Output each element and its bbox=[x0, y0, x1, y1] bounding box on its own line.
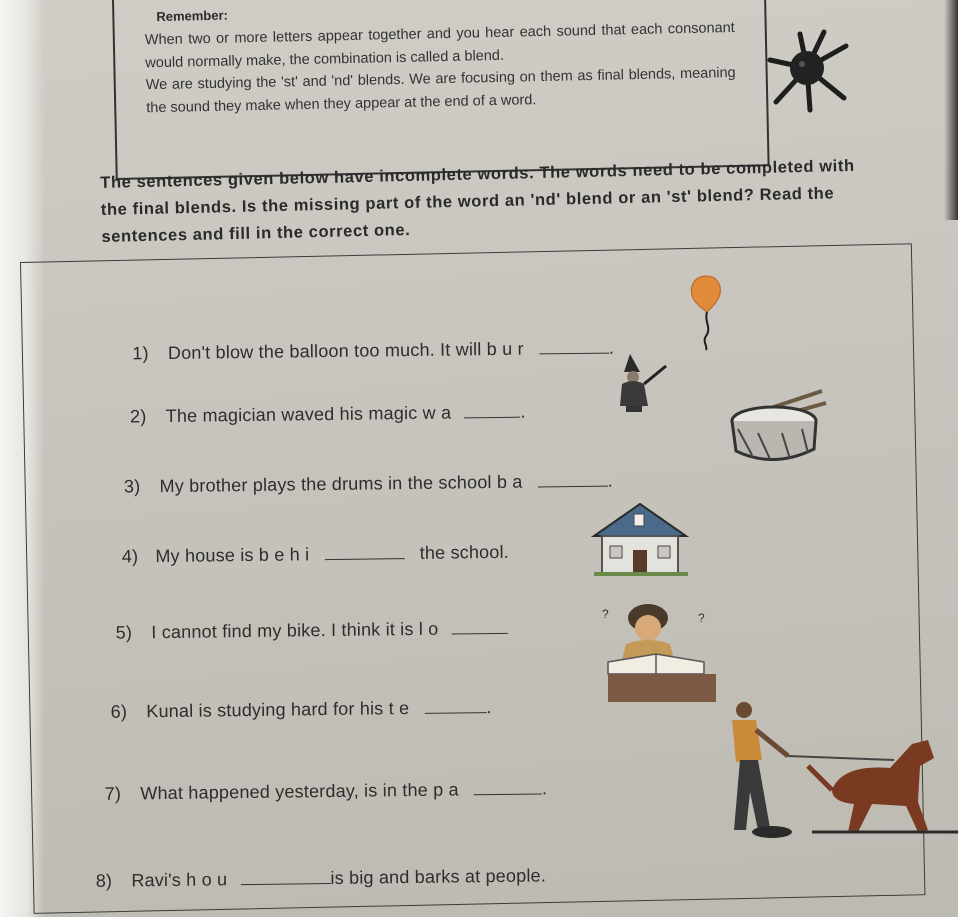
sentence-number: 1) bbox=[132, 343, 149, 364]
sentence-ending: . bbox=[608, 337, 615, 358]
sentence-ending: the school. bbox=[419, 541, 510, 563]
sentence-text: What happened yesterday, is in the p a bbox=[140, 779, 459, 804]
dog-walker-icon bbox=[722, 700, 958, 845]
sentence-1 bbox=[132, 338, 614, 365]
sentence-number: 5) bbox=[115, 622, 133, 643]
svg-text:?: ? bbox=[602, 607, 609, 621]
sentence-text: Ravi's h o u bbox=[131, 869, 228, 891]
sentence-text: My brother plays the drums in the school b a bbox=[159, 471, 523, 497]
remember-paragraph-2: We are studying the 'st' and 'nd' blends. We are focusing on them as final blends, meaning the sound they make when they appear at the end of a word. bbox=[145, 64, 736, 116]
sentence-ending: . bbox=[486, 697, 492, 718]
sentence-number: 6) bbox=[110, 701, 128, 722]
sentence-ending: is big and barks at people. bbox=[330, 865, 547, 889]
sentence-text: My house is b e h i bbox=[155, 544, 310, 567]
sentence-ending: . bbox=[541, 778, 548, 799]
sentence-text: Don't blow the balloon too much. It will b u r bbox=[167, 338, 524, 363]
sentence-3 bbox=[124, 471, 613, 498]
sentence-2 bbox=[130, 402, 526, 428]
balloon-icon bbox=[684, 272, 730, 352]
house-icon bbox=[590, 500, 690, 578]
sentence-text: I cannot find my bike. I think it is l o bbox=[151, 618, 439, 643]
answer-blank[interactable] bbox=[425, 712, 487, 714]
instructions: The sentences given below have incomplete words. The words need to be completed with the final blends. Is the missing part of the word an 'nd' blend or an 'st' blend? Read the sentences and fill in the correct one. bbox=[100, 156, 855, 246]
sentence-number: 4) bbox=[121, 546, 139, 567]
answer-blank[interactable] bbox=[241, 883, 331, 885]
sentence-number: 7) bbox=[104, 783, 122, 804]
answer-blank[interactable] bbox=[474, 793, 542, 795]
remember-title: Remember: bbox=[156, 7, 229, 25]
sentence-8 bbox=[96, 865, 546, 891]
sentence-6 bbox=[111, 697, 492, 723]
answer-blank[interactable] bbox=[325, 558, 405, 560]
remember-paragraph-1: When two or more letters appear together and you hear each sound that each consonant would normally make, the combination is called a blend. bbox=[144, 19, 735, 71]
answer-blank[interactable] bbox=[452, 633, 508, 635]
sentence-text: The magician waved his magic w a bbox=[165, 402, 452, 427]
sentence-4 bbox=[122, 542, 509, 568]
answer-blank[interactable] bbox=[539, 353, 609, 355]
sentence-ending: . bbox=[520, 401, 526, 422]
drum-icon bbox=[728, 385, 828, 467]
sentence-ending: . bbox=[607, 470, 614, 491]
svg-text:?: ? bbox=[698, 611, 705, 625]
sentence-number: 2) bbox=[129, 406, 147, 427]
sentence-5 bbox=[116, 618, 508, 644]
answer-blank[interactable] bbox=[464, 417, 520, 419]
sentence-number: 8) bbox=[95, 870, 113, 891]
sentence-number: 3) bbox=[123, 476, 141, 497]
sentence-text: Kunal is studying hard for his t e bbox=[146, 698, 410, 722]
sentence-7 bbox=[105, 778, 548, 804]
answer-blank[interactable] bbox=[538, 486, 608, 488]
student-icon bbox=[598, 598, 720, 706]
magician-icon bbox=[614, 350, 676, 414]
